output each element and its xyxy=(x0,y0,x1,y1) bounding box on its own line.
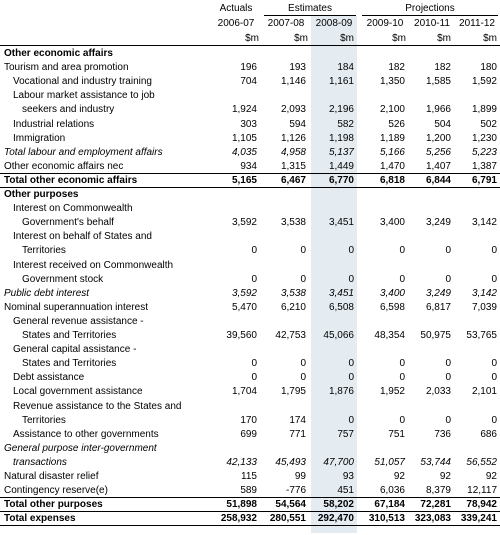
value-cell: 53,744 xyxy=(420,456,451,468)
table-row xyxy=(0,329,500,342)
value-cell: 1,315 xyxy=(280,160,306,172)
value-cell: 594 xyxy=(289,118,306,130)
row-label: General purpose inter-government xyxy=(4,442,157,454)
value-cell: 5,137 xyxy=(328,146,354,158)
value-cell: 1,470 xyxy=(379,160,405,172)
year-header: 2009-10 xyxy=(366,18,404,29)
value-cell: 0 xyxy=(445,358,451,370)
value-cell: 0 xyxy=(399,372,405,384)
value-cell: 170 xyxy=(240,414,257,426)
value-cell: 1,350 xyxy=(379,76,405,88)
unit-header: $m xyxy=(392,33,406,44)
value-cell: 0 xyxy=(251,358,257,370)
value-cell: 504 xyxy=(434,118,451,130)
table-row xyxy=(0,414,500,427)
value-cell: 5,256 xyxy=(425,146,451,158)
value-cell: 258,932 xyxy=(220,513,257,525)
table-row xyxy=(0,230,500,243)
year-header: 2008-09 xyxy=(315,18,353,29)
value-cell: 0 xyxy=(445,273,451,285)
row-label: Tourism and area promotion xyxy=(4,62,129,74)
value-cell: 6,844 xyxy=(425,174,451,186)
row-label: Labour market assistance to job xyxy=(13,90,155,102)
row-label: Assistance to other governments xyxy=(13,428,159,440)
value-cell: 51,898 xyxy=(226,499,257,511)
unit-header: $m xyxy=(340,33,354,44)
row-label: Other economic affairs nec xyxy=(4,160,124,172)
row-label: General capital assistance - xyxy=(13,344,137,356)
value-cell: 3,451 xyxy=(328,287,354,299)
value-cell: 323,083 xyxy=(414,513,451,525)
value-cell: 757 xyxy=(337,428,354,440)
value-cell: 1,200 xyxy=(425,132,451,144)
row-label: Interest on Commonwealth xyxy=(13,203,133,215)
value-cell: 502 xyxy=(480,118,497,130)
table-row xyxy=(0,118,500,131)
header-rule xyxy=(0,45,500,46)
value-cell: 6,508 xyxy=(328,301,354,313)
row-label: Interest on behalf of States and xyxy=(13,231,152,243)
value-cell: 3,400 xyxy=(379,217,405,229)
year-header: 2006-07 xyxy=(217,18,255,29)
value-cell: 2,101 xyxy=(471,386,497,398)
value-cell: 699 xyxy=(240,428,257,440)
table-row xyxy=(0,357,500,370)
value-cell: 93 xyxy=(342,471,354,482)
table-row xyxy=(0,315,500,328)
table-row xyxy=(0,273,500,286)
value-cell: 1,876 xyxy=(328,386,354,398)
value-cell: 1,407 xyxy=(425,160,451,172)
value-cell: 78,942 xyxy=(466,499,497,511)
group-header-actuals: Actuals xyxy=(219,3,253,14)
value-cell: 6,210 xyxy=(280,301,306,313)
table-row xyxy=(0,132,500,145)
table-row xyxy=(0,89,500,102)
value-cell: 0 xyxy=(300,273,306,285)
value-cell: 3,538 xyxy=(280,287,306,299)
value-cell: 686 xyxy=(480,428,497,440)
unit-header: $m xyxy=(294,33,308,44)
table-row xyxy=(0,470,500,483)
row-label: Contingency reserve(e) xyxy=(4,485,108,497)
row-label: Public debt interest xyxy=(4,287,90,299)
value-cell: 0 xyxy=(300,245,306,257)
value-cell: 310,513 xyxy=(368,513,405,525)
value-cell: 67,184 xyxy=(374,499,405,511)
value-cell: 1,189 xyxy=(379,132,405,144)
value-cell: 196 xyxy=(240,62,257,74)
row-label: Territories xyxy=(22,245,66,257)
total-rule-top xyxy=(0,173,500,174)
value-cell: 0 xyxy=(348,414,354,426)
row-label: General revenue assistance - xyxy=(13,315,144,327)
row-label: Territories xyxy=(22,414,66,426)
value-cell: 3,249 xyxy=(425,217,451,229)
group-header-estimates: Estimates xyxy=(288,3,332,14)
row-label: Local government assistance xyxy=(13,386,143,398)
row-label: Debt assistance xyxy=(13,372,85,384)
value-cell: 0 xyxy=(491,358,497,370)
table-row xyxy=(0,188,500,201)
value-cell: 50,975 xyxy=(420,330,451,341)
value-cell: 182 xyxy=(434,62,451,74)
value-cell: 4,035 xyxy=(231,146,257,158)
value-cell: 2,033 xyxy=(425,386,451,398)
value-cell: 3,451 xyxy=(328,217,354,229)
value-cell: 0 xyxy=(251,273,257,285)
value-cell: 0 xyxy=(445,245,451,257)
total-rule-top xyxy=(0,511,500,512)
table-row xyxy=(0,512,500,525)
value-cell: 303 xyxy=(240,118,257,130)
value-cell: 92 xyxy=(439,471,451,482)
value-cell: 1,899 xyxy=(471,104,497,116)
value-cell: 1,585 xyxy=(425,76,451,88)
table-row xyxy=(0,442,500,455)
value-cell: 751 xyxy=(388,428,405,440)
value-cell: 45,493 xyxy=(275,456,306,468)
value-cell: 0 xyxy=(399,273,405,285)
value-cell: 0 xyxy=(399,245,405,257)
value-cell: 58,202 xyxy=(323,499,354,511)
value-cell: 1,952 xyxy=(379,386,405,398)
value-cell: 47,700 xyxy=(323,456,354,468)
value-cell: -776 xyxy=(285,485,306,497)
value-cell: 92 xyxy=(393,471,405,482)
value-cell: 1,795 xyxy=(280,386,306,398)
value-cell: 42,133 xyxy=(226,456,257,468)
table-row xyxy=(0,301,500,314)
value-cell: 3,592 xyxy=(231,217,257,229)
value-cell: 0 xyxy=(300,358,306,370)
table-row xyxy=(0,61,500,74)
value-cell: 1,704 xyxy=(231,386,257,398)
table-row xyxy=(0,103,500,116)
value-cell: 4,958 xyxy=(280,146,306,158)
row-label: Interest received on Commonwealth xyxy=(13,259,174,271)
value-cell: 182 xyxy=(388,62,405,74)
value-cell: 5,165 xyxy=(231,174,257,186)
row-label: Vocational and industry training xyxy=(13,76,152,88)
value-cell: 2,100 xyxy=(379,104,405,116)
value-cell: 3,142 xyxy=(471,287,497,299)
value-cell: 0 xyxy=(348,245,354,257)
value-cell: 0 xyxy=(491,273,497,285)
value-cell: 6,036 xyxy=(379,485,405,497)
unit-header: $m xyxy=(437,33,451,44)
value-cell: 0 xyxy=(445,372,451,384)
table-row xyxy=(0,47,500,60)
value-cell: 0 xyxy=(348,372,354,384)
value-cell: 3,538 xyxy=(280,217,306,229)
value-cell: 54,564 xyxy=(275,499,306,511)
row-label: States and Territories xyxy=(22,330,117,341)
value-cell: 589 xyxy=(240,485,257,497)
table-row xyxy=(0,202,500,215)
row-label: Immigration xyxy=(13,132,66,144)
value-cell: 1,387 xyxy=(471,160,497,172)
row-label: States and Territories xyxy=(22,358,117,370)
value-cell: 0 xyxy=(251,245,257,257)
value-cell: 2,093 xyxy=(280,104,306,116)
row-label: Revenue assistance to the States and xyxy=(13,400,182,412)
total-rule-bottom xyxy=(0,525,500,526)
table-row xyxy=(0,498,500,511)
value-cell: 2,196 xyxy=(328,104,354,116)
year-header: 2007-08 xyxy=(267,18,305,29)
value-cell: 0 xyxy=(348,358,354,370)
value-cell: 292,470 xyxy=(317,513,354,525)
projections-underline xyxy=(362,15,498,16)
value-cell: 1,198 xyxy=(328,132,354,144)
value-cell: 0 xyxy=(399,414,405,426)
value-cell: 0 xyxy=(399,358,405,370)
value-cell: 934 xyxy=(240,160,257,172)
value-cell: 115 xyxy=(241,471,257,482)
value-cell: 12,117 xyxy=(467,485,497,497)
value-cell: 45,066 xyxy=(323,330,354,341)
row-label: Total expenses xyxy=(4,513,76,525)
row-label: Total labour and employment affairs xyxy=(4,146,163,158)
value-cell: 1,924 xyxy=(231,104,257,116)
table-row xyxy=(0,484,500,497)
value-cell: 7,039 xyxy=(471,301,497,313)
value-cell: 174 xyxy=(289,414,306,426)
value-cell: 339,241 xyxy=(460,513,497,525)
table-row xyxy=(0,456,500,469)
unit-header: $m xyxy=(483,33,497,44)
value-cell: 1,105 xyxy=(231,132,257,144)
total-rule-top xyxy=(0,497,500,498)
table-row xyxy=(0,343,500,356)
value-cell: 3,400 xyxy=(379,287,405,299)
value-cell: 0 xyxy=(445,414,451,426)
value-cell: 1,161 xyxy=(328,76,354,88)
value-cell: 1,146 xyxy=(280,76,306,88)
value-cell: 736 xyxy=(434,428,451,440)
value-cell: 6,770 xyxy=(328,174,354,186)
value-cell: 99 xyxy=(294,471,306,482)
row-label: transactions xyxy=(13,456,67,468)
value-cell: 53,765 xyxy=(466,330,497,341)
value-cell: 0 xyxy=(491,414,497,426)
table-row xyxy=(0,385,500,398)
table-row xyxy=(0,259,500,272)
value-cell: 5,470 xyxy=(231,301,257,313)
table-row xyxy=(0,400,500,413)
value-cell: 72,281 xyxy=(420,499,451,511)
value-cell: 56,552 xyxy=(466,456,497,468)
value-cell: 5,223 xyxy=(471,146,497,158)
value-cell: 180 xyxy=(480,62,497,74)
row-label: Government's behalf xyxy=(22,217,114,229)
value-cell: 51,057 xyxy=(374,456,405,468)
value-cell: 193 xyxy=(289,62,306,74)
row-label: Government stock xyxy=(22,273,104,285)
value-cell: 280,551 xyxy=(269,513,306,525)
row-label: Natural disaster relief xyxy=(4,471,99,482)
value-cell: 0 xyxy=(491,245,497,257)
value-cell: 3,592 xyxy=(231,287,257,299)
value-cell: 6,467 xyxy=(280,174,306,186)
table-row xyxy=(0,75,500,88)
value-cell: 3,249 xyxy=(425,287,451,299)
value-cell: 6,791 xyxy=(471,174,497,186)
group-header-projections: Projections xyxy=(405,3,455,14)
value-cell: 5,166 xyxy=(379,146,405,158)
value-cell: 1,966 xyxy=(425,104,451,116)
value-cell: 184 xyxy=(337,62,354,74)
row-label: Nominal superannuation interest xyxy=(4,301,148,313)
value-cell: 6,817 xyxy=(425,301,451,313)
value-cell: 39,560 xyxy=(226,330,257,341)
table-row xyxy=(0,287,500,300)
value-cell: 582 xyxy=(337,118,354,130)
value-cell: 0 xyxy=(491,372,497,384)
value-cell: 704 xyxy=(240,76,257,88)
value-cell: 42,753 xyxy=(275,330,306,341)
table-row xyxy=(0,146,500,159)
value-cell: 48,354 xyxy=(374,330,405,341)
value-cell: 526 xyxy=(388,118,405,130)
unit-header: $m xyxy=(245,33,259,44)
value-cell: 1,126 xyxy=(280,132,306,144)
value-cell: 771 xyxy=(289,428,306,440)
value-cell: 3,142 xyxy=(471,217,497,229)
table-row xyxy=(0,174,500,187)
value-cell: 0 xyxy=(251,372,257,384)
row-label: Total other economic affairs xyxy=(4,174,138,186)
value-cell: 1,592 xyxy=(471,76,497,88)
value-cell: 0 xyxy=(348,273,354,285)
table-row xyxy=(0,160,500,173)
row-label: Other economic affairs xyxy=(4,48,113,59)
value-cell: 6,598 xyxy=(379,301,405,313)
row-label: Other purposes xyxy=(4,189,79,200)
value-cell: 92 xyxy=(485,471,497,482)
value-cell: 1,449 xyxy=(328,160,354,172)
row-label: Total other purposes xyxy=(4,499,103,511)
value-cell: 6,818 xyxy=(379,174,405,186)
table-row xyxy=(0,244,500,257)
year-header: 2010-11 xyxy=(414,18,450,29)
value-cell: 8,379 xyxy=(425,485,451,497)
table-row xyxy=(0,216,500,229)
row-label: Industrial relations xyxy=(13,118,95,130)
row-label: seekers and industry xyxy=(22,104,115,116)
year-header: 2011-12 xyxy=(459,18,495,29)
estimates-underline xyxy=(264,15,356,16)
value-cell: 451 xyxy=(337,485,354,497)
table-row xyxy=(0,428,500,441)
table-row xyxy=(0,371,500,384)
value-cell: 1,230 xyxy=(471,132,497,144)
value-cell: 0 xyxy=(300,372,306,384)
